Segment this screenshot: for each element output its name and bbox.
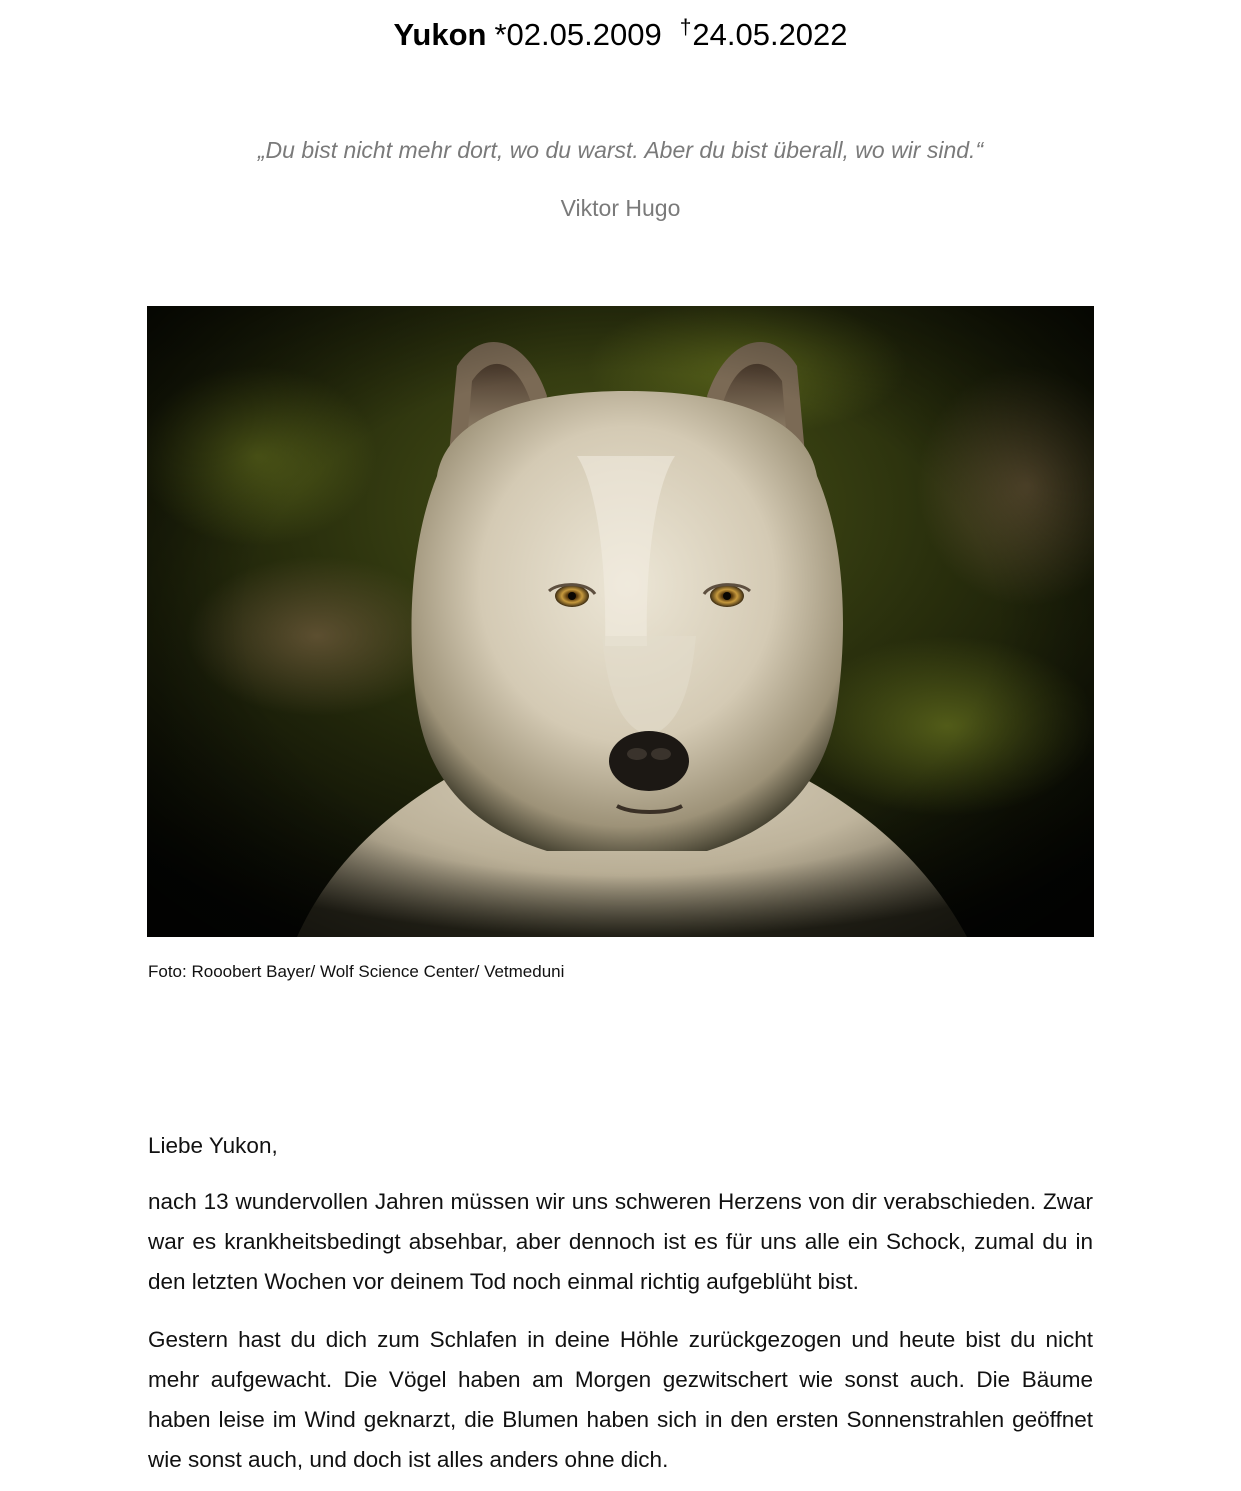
death-symbol: †: [679, 16, 692, 39]
birth-date: *02.05.2009: [494, 17, 662, 52]
page-title: [0, 8, 1241, 55]
wolf-photo: [147, 306, 1094, 937]
letter-paragraph: nach 13 wundervollen Jahren müssen wir uns schweren Herzens von dir verabschieden. Zwar war es krankheitsbedingt absehbar, aber dennoch ist es für uns alle ein Schock, zumal du in den letzten Wochen vor deinem Tod noch einmal richtig aufgeblüht bist.: [148, 1189, 1093, 1294]
death-date: 24.05.2022: [692, 17, 848, 52]
wolf-name: Yukon: [393, 17, 487, 52]
quote-author: Viktor Hugo: [560, 195, 681, 221]
memorial-quote: „Du bist nicht mehr dort, wo du warst. Aber du bist überall, wo wir sind.“: [257, 137, 984, 163]
letter-greeting: Liebe Yukon,: [148, 1133, 278, 1158]
letter-paragraph: Gestern hast du dich zum Schlafen in deine Höhle zurückgezogen und heute bist du nicht mehr aufgewacht. Die Vögel haben am Morgen gezwitschert wie sonst auch. Die Bäume haben leise im Wind geknarzt, die Blumen haben sich in den ersten Sonnenstrahlen geöffnet wie sonst auch, und doch ist alles anders ohne dich.: [148, 1327, 1093, 1472]
photo-caption: Foto: Rooobert Bayer/ Wolf Science Center/ Vetmeduni: [148, 962, 565, 981]
